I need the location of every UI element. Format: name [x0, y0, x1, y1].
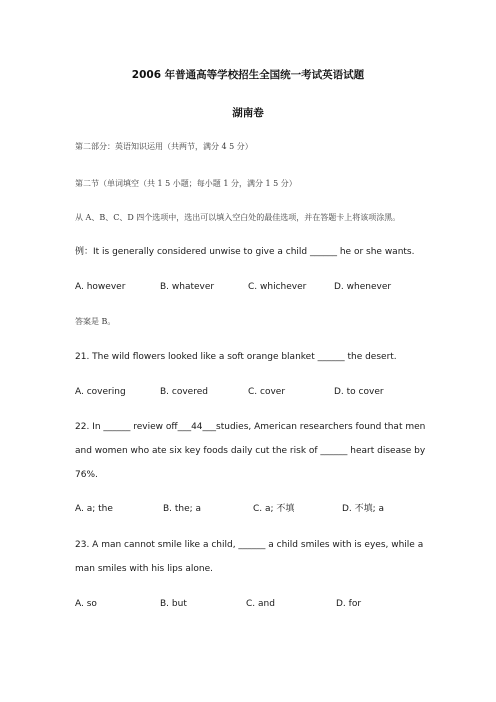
question-22-stem-line-2: and women who ate six key foods daily cut the risk of ______ heart disease by	[75, 446, 426, 456]
question-23-option-d: D. for	[336, 599, 362, 609]
question-22-option-c: C. a; 不填	[253, 504, 295, 514]
question-21-stem: 21. The wild flowers looked like a soft orange blanket ______ the desert.	[75, 352, 397, 362]
question-23-stem-line-2: man smiles with his lips alone.	[75, 564, 213, 574]
question-23-option-c: C. and	[246, 599, 275, 609]
document-title: 2006 年普通高等学校招生全国统一考试英语试题	[131, 69, 365, 81]
question-23-option-b: B. but	[160, 599, 187, 609]
question-22-option-b: B. the; a	[163, 504, 202, 514]
example-option-d: D. whenever	[334, 282, 392, 292]
section-sub-heading: 第二节（单词填空（共 1 5 小题；每小题 1 分，满分 1 5 分）	[75, 179, 297, 188]
question-22-option-a: A. a; the	[75, 504, 113, 514]
question-23-stem-line-1: 23. A man cannot smile like a child, ______ a child smiles with is eyes, while a	[75, 540, 424, 550]
question-22-option-d: D. 不填; a	[342, 504, 385, 514]
instruction-text: 从 A、B、C、D 四个选项中，选出可以填入空白处的最佳选项，并在答题卡上将该项涂黑。	[75, 213, 401, 222]
question-23-option-a: A. so	[75, 599, 97, 609]
question-21-option-c: C. cover	[248, 387, 286, 397]
example-stem: 例：It is generally considered unwise to give a child ______ he or she wants.	[75, 247, 415, 257]
document-subtitle: 湖南卷	[232, 107, 264, 119]
question-22-stem-line-3: 76%.	[75, 470, 98, 480]
example-answer: 答案是 B。	[75, 317, 116, 326]
example-option-a: A. however	[75, 282, 126, 292]
question-22-stem-line-1: 22. In ______ review off___44___studies, American researchers found that men	[75, 422, 426, 432]
question-21-option-b: B. covered	[160, 387, 208, 397]
example-option-b: B. whatever	[160, 282, 215, 292]
section-part-heading: 第二部分：英语知识运用（共两节，满分 4 5 分）	[75, 142, 253, 151]
question-21-option-d: D. to cover	[334, 387, 384, 397]
example-option-c: C. whichever	[248, 282, 307, 292]
question-21-option-a: A. covering	[75, 387, 126, 397]
